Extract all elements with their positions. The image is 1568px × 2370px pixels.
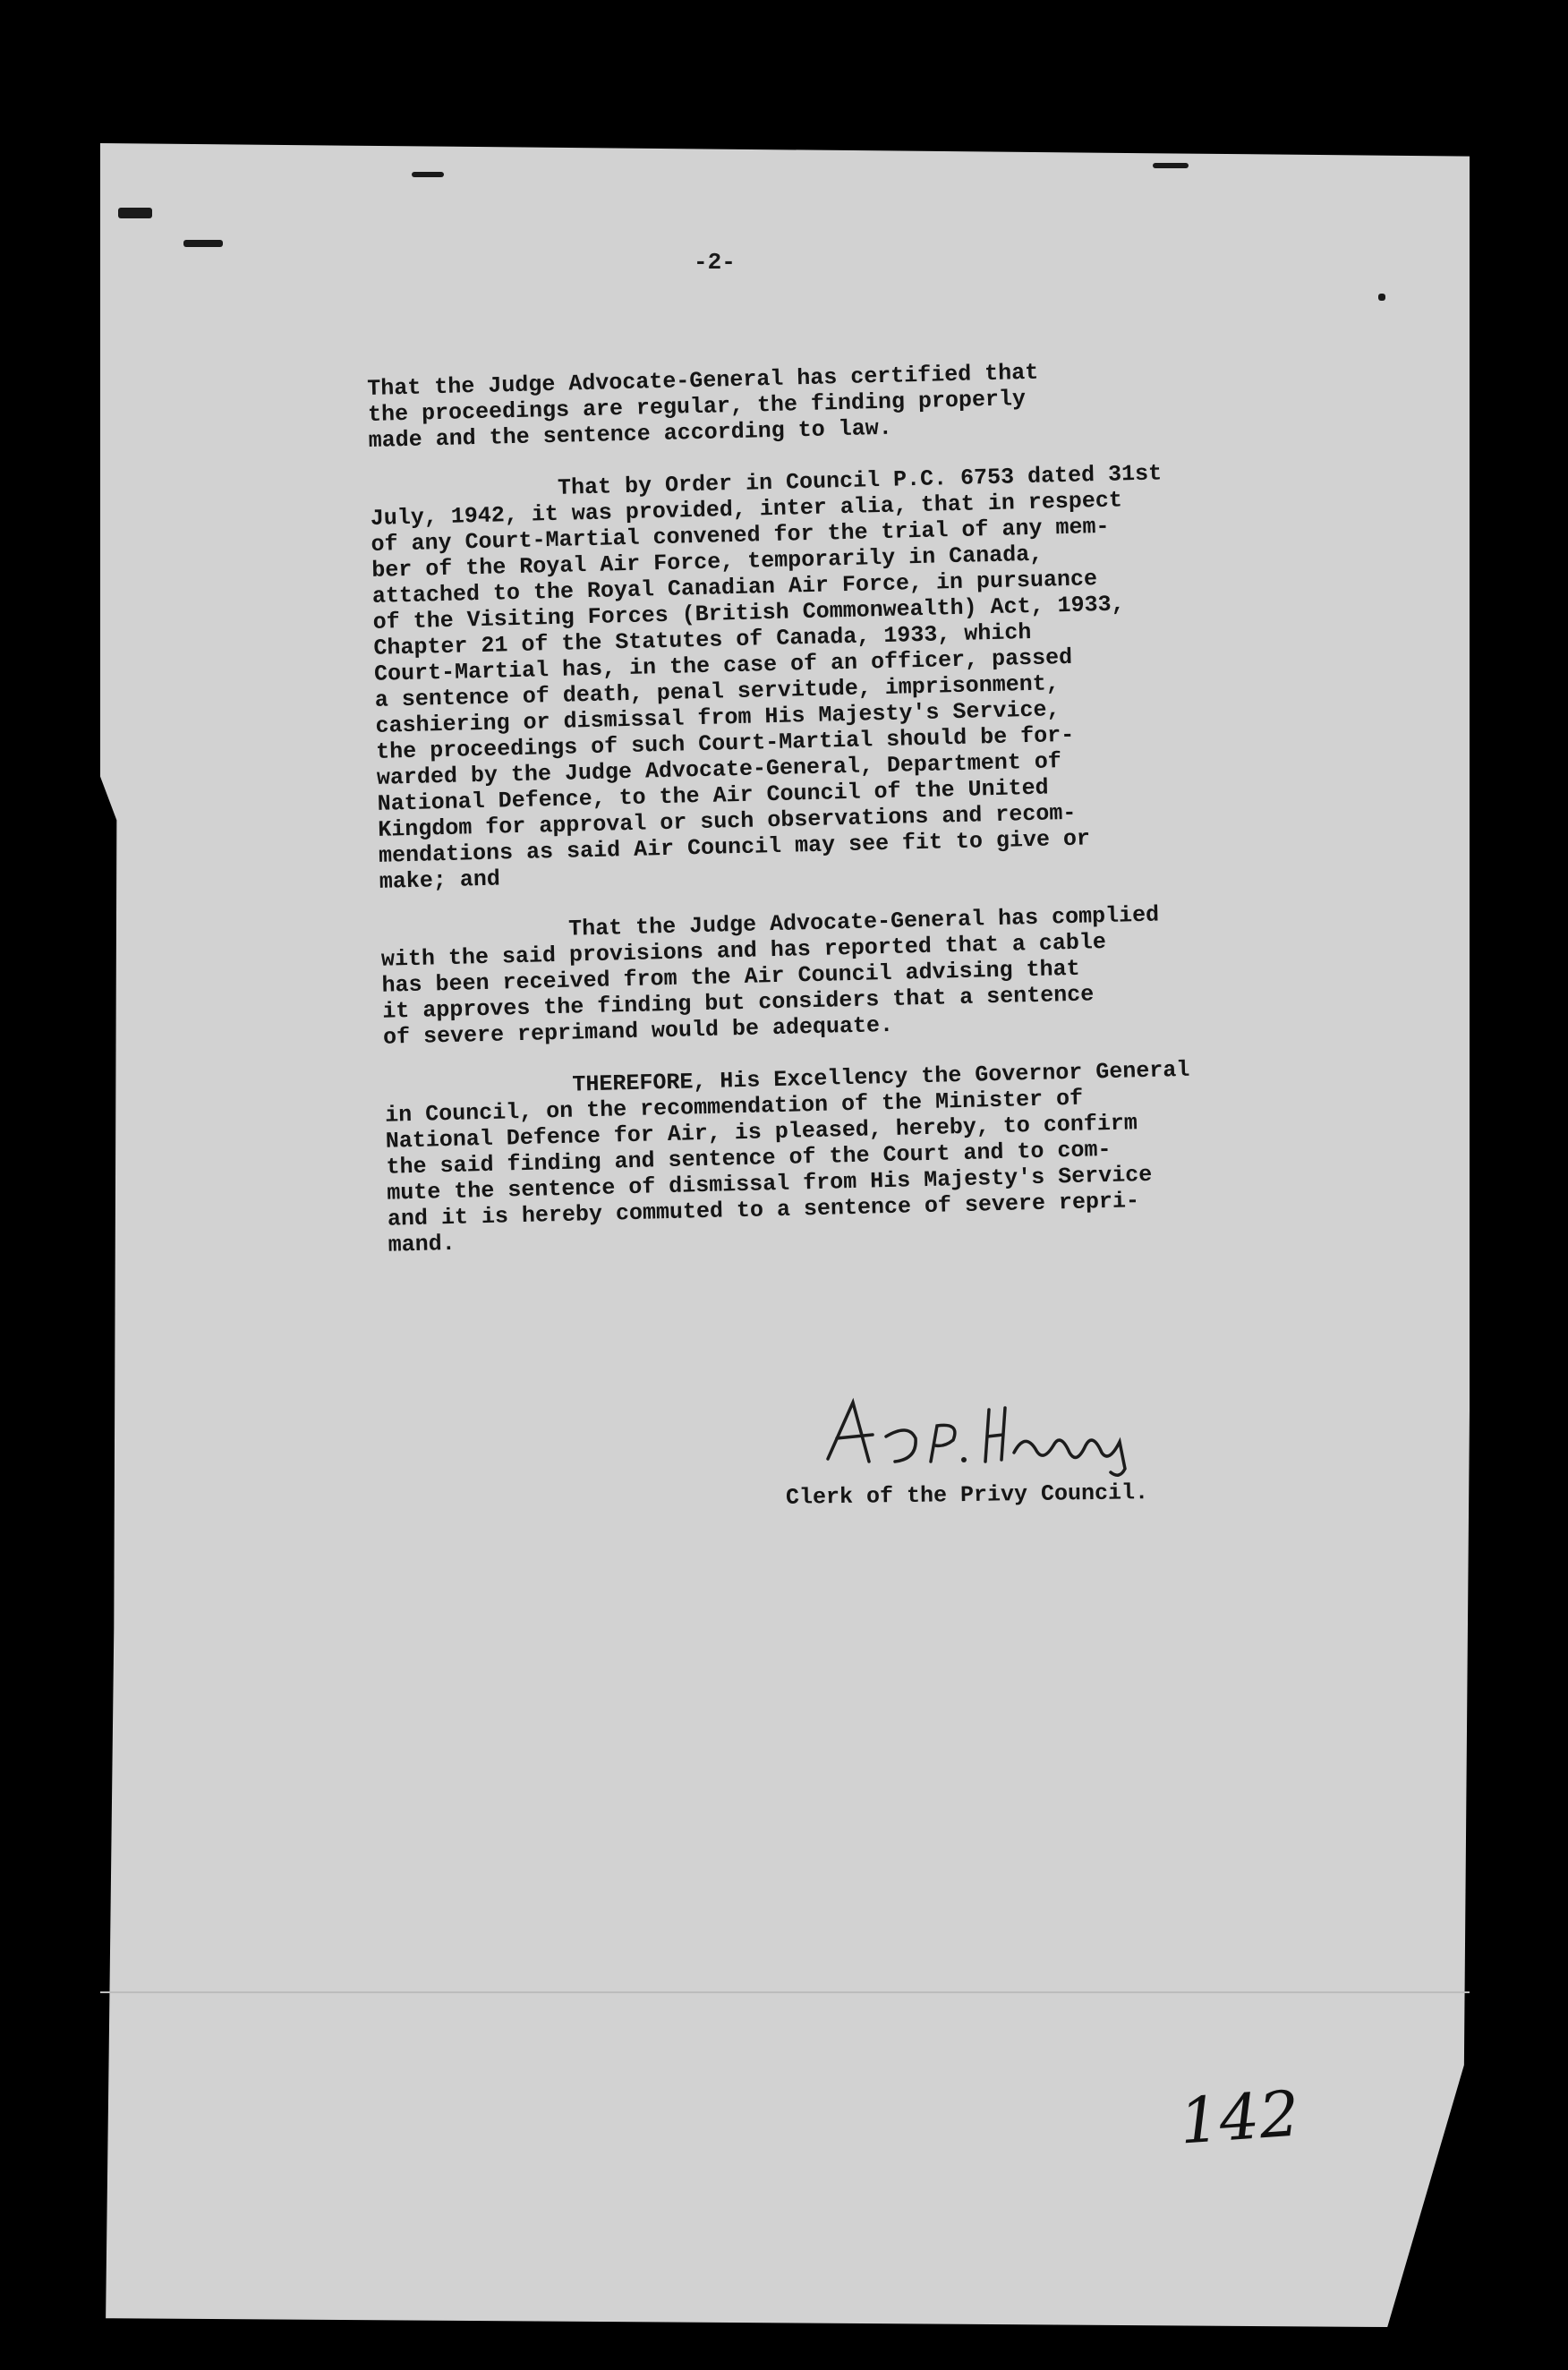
fold-line <box>100 1991 1470 1993</box>
stray-mark <box>412 172 444 177</box>
punch-mark <box>183 240 223 247</box>
handwritten-signature <box>810 1383 1231 1481</box>
stray-mark <box>1378 294 1385 301</box>
paragraph-compliance: That the Judge Advocate-General has complied with the said provisions and has reported that a cable has been received from the Air Council advising that it approves the finding but considers that a sentence of severe reprimand would be adequate. <box>380 901 1160 1051</box>
paragraph-order-in-council: That by Order in Council P.C. 6753 dated 31st July, 1942, it was provided, inter alia, that in respect of any Court-Martial convened for the trial of any mem- ber of the Royal Air Force, temporarily in Canada, attached to the Royal Canadian Air Force, in pursuance of the Visiting Forces (British Commonwealth) Act, 1933, Chapter 21 of the Statutes of Canada, 1933, which Court-Martial has, in the case of an officer, passed a sentence of death, penal servitude, imprisonment, cashiering or dismissal from His Majesty's Service, the proceedings of such Court-Martial should be for- warded by the Judge Advocate-General, Department of National Defence, to the Air Council of the United Kingdom for approval or such observations and recom- mendations as said Air Council may see fit to give or make; and <box>370 460 1163 895</box>
order-body <box>367 352 1373 1284</box>
punch-mark <box>118 208 152 218</box>
signatory-title: Clerk of the Privy Council. <box>785 1479 1149 1511</box>
folio-number: 142 <box>1177 2076 1302 2159</box>
paragraph-therefore: THEREFORE, His Excellency the Governor General in Council, on the recommendation of the Minister of National Defence for Air, is pleased, hereby, to confirm the said finding and sentence of the Court and to com- mute the sentence of dismissal from His Majesty's Service and it is hereby commuted to a sentence of severe repri- mand. <box>384 1056 1190 1258</box>
page-number: -2- <box>694 249 736 276</box>
paragraph-certification: That the Judge Advocate-General has certified that the proceedings are regular, the finding properly made and the sentence according to law. <box>367 359 1039 454</box>
stray-mark <box>1153 163 1189 168</box>
